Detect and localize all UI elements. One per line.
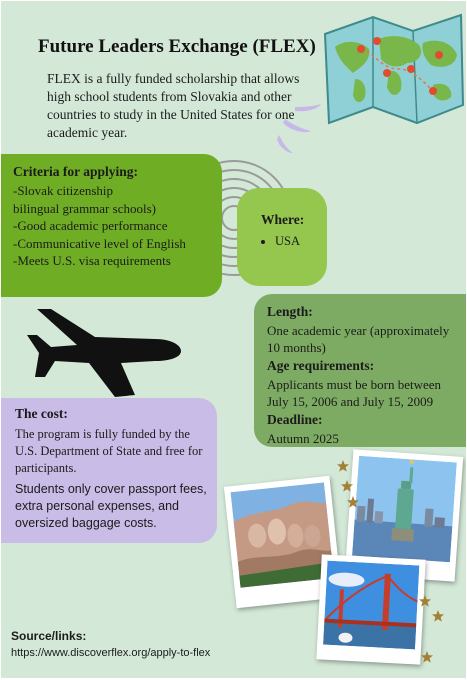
where-item: • USA [275, 234, 327, 249]
photo-golden-gate [316, 554, 425, 664]
criteria-item: bilingual grammar schools) [13, 200, 156, 216]
criteria-item: -Meets U.S. visa requirements [13, 253, 171, 268]
age-text: Applicants must be born between July 15, 2006 and July 15, 2009 [267, 377, 442, 409]
intro-line: FLEX is a fully funded scholarship that allows [47, 71, 300, 86]
statue-of-liberty-image [352, 456, 457, 563]
criteria-item: -Communicative level of English [13, 235, 186, 251]
length-box [254, 294, 466, 447]
cost-heading: The cost: [15, 406, 68, 421]
golden-gate-image [323, 561, 419, 650]
star-icon [337, 460, 349, 472]
cost-text-extra: Students only cover passport fees, extra personal expenses, and oversized baggage costs. [15, 482, 207, 530]
intro-line: countries to study in the United States for one [47, 107, 295, 122]
length-heading: Length: [267, 304, 313, 319]
criteria-heading: Criteria for applying: [13, 164, 138, 179]
accent-strokes [273, 101, 323, 156]
star-icon [432, 610, 444, 622]
intro-line: high school students from Slovakia and other [47, 89, 292, 104]
where-box [237, 188, 327, 286]
deadline-heading: Deadline: [267, 412, 323, 427]
star-icon [347, 496, 359, 508]
length-text: One academic year (approximately 10 months) [267, 323, 450, 355]
deadline-text: Autumn 2025 [267, 431, 339, 446]
criteria-box [1, 154, 222, 297]
criteria-item: -Good academic performance [13, 218, 168, 233]
star-icon [341, 480, 353, 492]
where-list [237, 234, 327, 249]
star-icon [419, 595, 431, 607]
source-heading: Source/links: [11, 629, 87, 643]
intro-line: academic year. [47, 125, 128, 140]
star-icon [421, 651, 433, 663]
age-heading: Age requirements: [267, 358, 375, 373]
world-map-icon [321, 9, 466, 127]
source-link[interactable]: https://www.discoverflex.org/apply-to-flex [11, 647, 211, 659]
where-heading: Where: [261, 212, 305, 227]
airplane-icon [25, 307, 183, 399]
criteria-item: -Slovak citizenship [13, 183, 114, 198]
flyer [1, 1, 466, 678]
mount-rushmore-image [231, 482, 335, 587]
cost-text: The program is fully funded by the U.S. Department of State and free for participants. [15, 427, 203, 475]
page-title: Future Leaders Exchange (FLEX) [38, 36, 316, 57]
cost-box [1, 398, 217, 543]
